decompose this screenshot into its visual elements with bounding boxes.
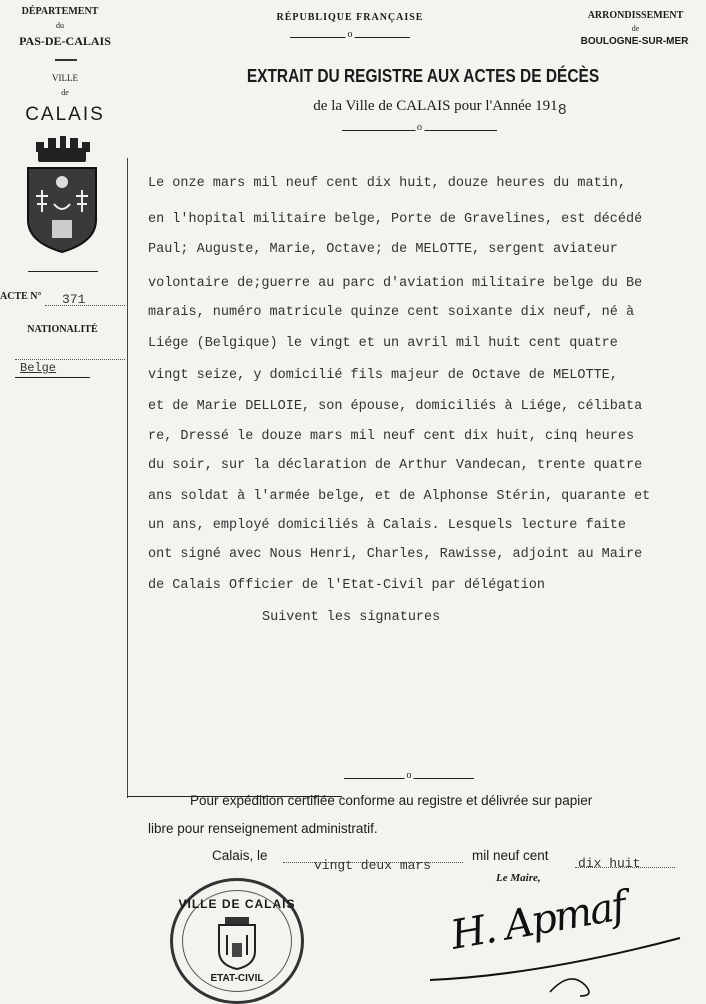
body-line-14: de Calais Officier de l'Etat-Civil par délégation: [148, 578, 545, 593]
arrondissement-place: BOULOGNE-SUR-MER: [580, 36, 689, 47]
stamp-arms-icon: [213, 915, 261, 971]
du-label: du: [56, 21, 64, 30]
nationalite-label: NATIONALITÉ: [27, 324, 98, 335]
calais-le-label: Calais, le: [212, 848, 268, 863]
department-name: PAS-DE-CALAIS: [19, 34, 111, 48]
body-line-7: vingt seize, y domicilié fils majeur de Octave de MELOTTE,: [148, 368, 618, 383]
city-stamp: [170, 878, 304, 1004]
coat-of-arms-icon: [24, 134, 100, 254]
body-line-5: marais, numéro matricule quinze cent soixante dix neuf, né à: [148, 305, 635, 320]
left-divider-2: [28, 271, 98, 272]
left-divider: [55, 59, 77, 61]
republique-ornament: [290, 37, 410, 38]
nationalite-underline: [15, 377, 90, 378]
body-line-3: Paul; Auguste, Marie, Octave; de MELOTTE, sergent aviateur: [148, 242, 618, 257]
city-name: CALAIS: [25, 104, 105, 125]
departement-label: DÉPARTEMENT: [21, 6, 99, 17]
acte-label: ACTE N°: [0, 291, 42, 302]
le-maire-label: Le Maire,: [496, 872, 541, 884]
year-typed: dix huit: [578, 856, 641, 871]
certification-line-1: Pour expédition certifiée conforme au registre et délivrée sur papier: [190, 793, 593, 808]
body-line-15: Suivent les signatures: [262, 610, 441, 625]
footer-ornament: [344, 778, 474, 779]
stamp-bottom-text: ETAT-CIVIL: [210, 973, 264, 984]
title-ornament: [342, 130, 497, 131]
document-title: EXTRAIT DU REGISTRE AUX ACTES DE DÉCÈS: [246, 66, 600, 86]
arrondissement-label: ARRONDISSEMENT: [587, 10, 684, 21]
mayor-signature: H. Apmaf: [447, 883, 629, 959]
year-suffix: 8: [557, 102, 567, 119]
subtitle-text: de la Ville de CALAIS pour l'Année 191: [313, 98, 558, 114]
republique-label: RÉPUBLIQUE FRANÇAISE: [276, 12, 424, 23]
body-line-6: Liége (Belgique) le vingt et un avril mil huit cent quatre: [148, 336, 618, 351]
ville-label: VILLE: [52, 73, 78, 83]
mil-neuf-cent-label: mil neuf cent: [472, 848, 549, 863]
body-line-1: Le onze mars mil neuf cent dix huit, douze heures du matin,: [148, 176, 626, 191]
body-line-8: et de Marie DELLOIE, son épouse, domiciliés à Liége, célibata: [148, 399, 643, 414]
body-line-11: ans soldat à l'armée belge, et de Alphonse Stérin, quarante et: [148, 489, 651, 504]
acte-number: 371: [62, 292, 86, 307]
nationalite-value: Belge: [20, 361, 57, 375]
de-label: de: [61, 88, 69, 97]
date-typed: vingt deux mars: [314, 858, 432, 873]
body-line-4: volontaire de;guerre au parc d'aviation militaire belge du Be: [148, 276, 643, 291]
document-subtitle: [230, 98, 650, 119]
margin-line: [127, 158, 128, 798]
body-line-9: re, Dressé le douze mars mil neuf cent dix huit, cinq heures: [148, 429, 635, 444]
certification-line-2: libre pour renseignement administratif.: [148, 821, 378, 836]
body-line-13: ont signé avec Nous Henri, Charles, Rawisse, adjoint au Maire: [148, 547, 643, 562]
stamp-top-text: VILLE DE CALAIS: [178, 897, 296, 911]
signature-flourish-icon: [420, 930, 700, 1000]
body-line-12: un ans, employé domiciliés à Calais. Lesquels lecture faite: [148, 518, 626, 533]
body-line-10: du soir, sur la déclaration de Arthur Vandecan, trente quatre: [148, 458, 643, 473]
nationalite-line: [15, 359, 125, 360]
body-line-2: en l'hopital militaire belge, Porte de Gravelines, est décédé: [148, 212, 643, 227]
arrondissement-de: de: [631, 24, 640, 33]
